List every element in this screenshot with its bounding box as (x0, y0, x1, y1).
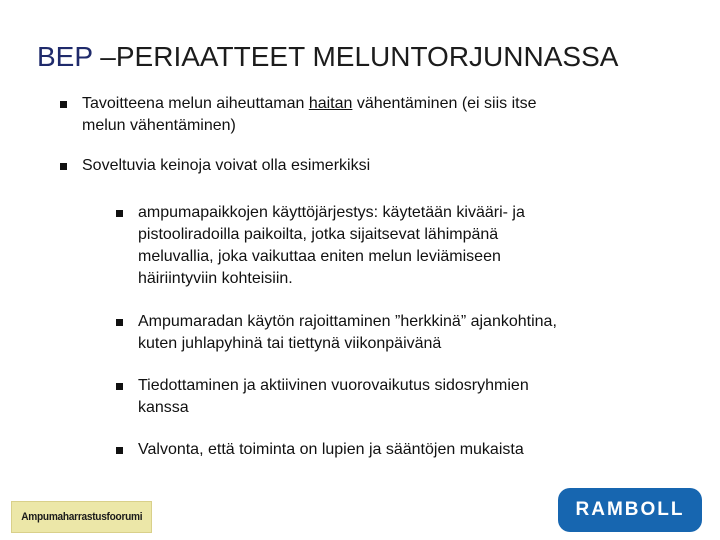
sub-bullet-communication (138, 375, 658, 419)
sub-bullet-line: Ampumaradan käytön rajoittaminen ”herkkinä” ajankohtina, (138, 313, 557, 330)
bullet-line-2: melun vähentäminen) (82, 117, 236, 134)
bullet-marker (116, 447, 123, 454)
bullet-marker (116, 383, 123, 390)
ramboll-logo (558, 488, 702, 532)
bullet-text: Tavoitteena melun aiheuttaman (82, 95, 309, 112)
sub-bullet-line: ampumapaikkojen käyttöjärjestys: käytetään kivääri- ja (138, 204, 525, 221)
sub-bullet-line: meluvallia, joka vaikuttaa eniten melun leviämiseen (138, 248, 501, 265)
sub-bullet-line: häiriintyviin kohteisiin. (138, 270, 293, 287)
ampumaharrastusfoorumi-logo (11, 501, 152, 533)
sub-bullet-line: kuten juhlapyhinä tai tiettynä viikonpäivänä (138, 335, 442, 352)
sub-bullet-supervision (138, 439, 658, 461)
sub-bullet-order (138, 202, 658, 290)
sub-bullet-line: Valvonta, että toiminta on lupien ja sääntöjen mukaista (138, 441, 524, 458)
sub-bullet-line: kanssa (138, 399, 189, 416)
bullet-marker (60, 163, 67, 170)
sub-bullet-line: pistooliradoilla paikoilta, jotka sijaitsevat lähimpänä (138, 226, 499, 243)
bullet-text: vähentäminen (ei siis itse (352, 95, 537, 112)
ramboll-logo-text: RAMBOLL (575, 499, 685, 520)
underlined-word: haitan (308, 95, 353, 112)
bullet-line-1 (82, 93, 642, 115)
sub-bullet-restriction (138, 311, 658, 355)
sub-bullet-line: Tiedottaminen ja aktiivinen vuorovaikutus sidosryhmien (138, 377, 529, 394)
bullet-marker (116, 210, 123, 217)
bullet-line-1: Soveltuvia keinoja voivat olla esimerkiksi (82, 157, 371, 174)
slide-title (37, 40, 618, 74)
bullet-marker (116, 319, 123, 326)
bullet-marker (60, 101, 67, 108)
bullet-goal (82, 93, 642, 137)
title-prefix: BEP (37, 41, 93, 72)
left-logo-text: Ampumaharrastusfoorumi (20, 511, 143, 523)
title-rest: –PERIAATTEET MELUNTORJUNNASSA (92, 41, 619, 72)
bullet-means (82, 155, 642, 177)
